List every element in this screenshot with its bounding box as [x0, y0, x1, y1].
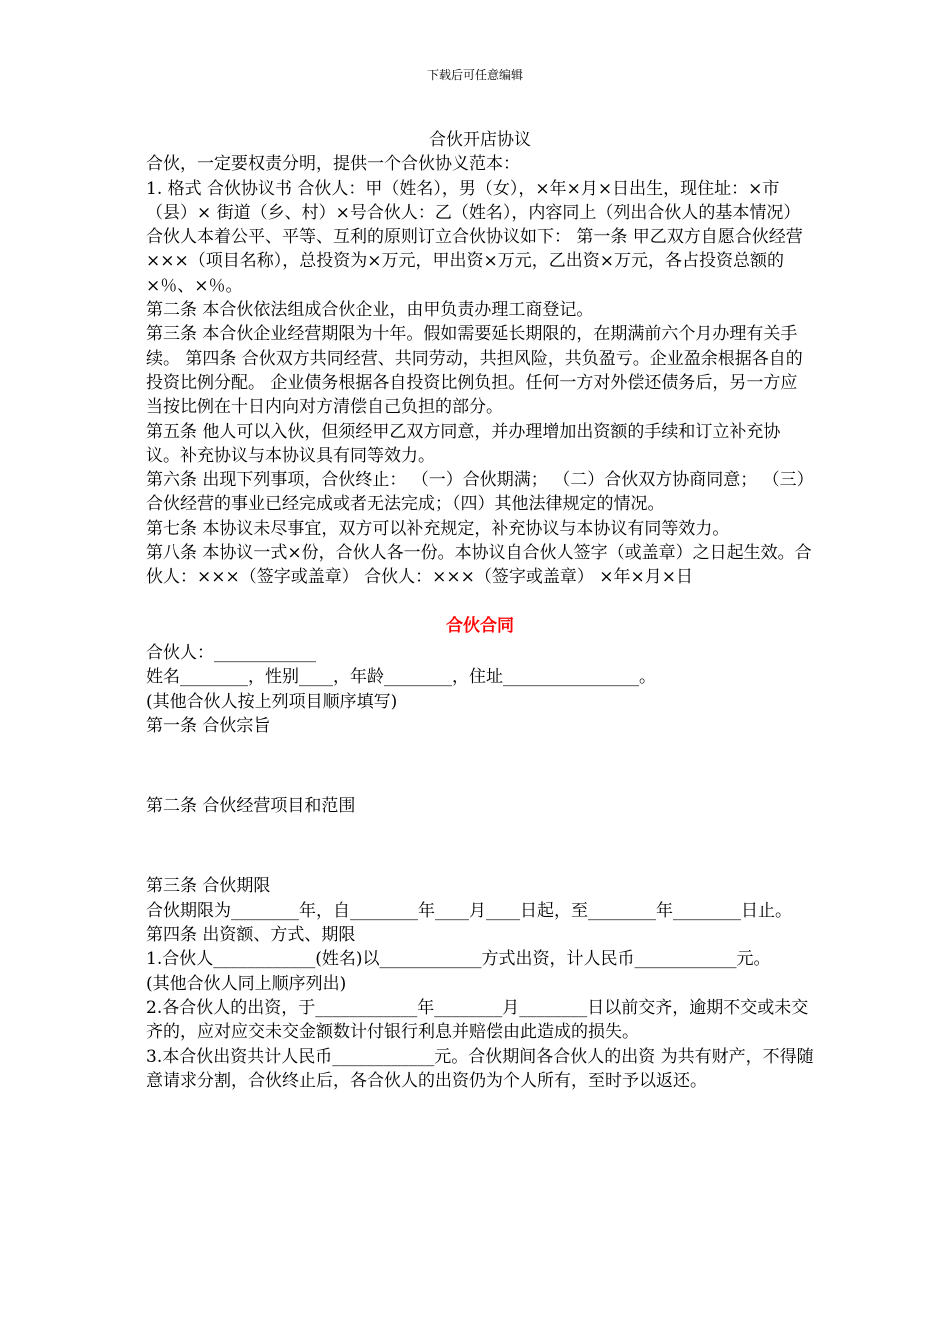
- agreement-article-6: 第六条 出现下列事项，合伙终止： （一）合伙期满； （二）合伙双方协商同意； （三）合伙经营的事业已经完成或者无法完成；（四）其他法律规定的情况。: [146, 470, 814, 515]
- contract-item-3: 3.本合伙出资共计人民币____________元。合伙期间各合伙人的出资 为共有财产，不得随意请求分割，合伙终止后，各合伙人的出资仍为个人所有，至时予以返还。: [146, 1046, 814, 1091]
- contract-article-4: 第四条 出资额、方式、期限: [146, 925, 356, 946]
- contract-item-1: 1.合伙人____________(姓名)以____________方式出资，计人民币____________元。: [146, 949, 771, 970]
- contract-article-2: 第二条 合伙经营项目和范围: [146, 796, 356, 817]
- agreement-article-2: 第二条 本合伙依法组成合伙企业，由甲负责办理工商登记。: [146, 300, 594, 321]
- contract-title: 合伙合同: [446, 615, 514, 636]
- agreement-article-7: 第七条 本协议未尽事宜，双方可以补充规定，补充协议与本协议有同等效力。: [146, 518, 730, 539]
- agreement-title: 合伙开店协议: [429, 130, 531, 150]
- contract-term-line: 合伙期限为________年，自________年____月____日起，至________年________日止。: [146, 900, 792, 921]
- document-body: [146, 128, 814, 1093]
- contract-item-2: 2.各合伙人的出资，于____________年________月________日以前交齐，逾期不交或未交齐的，应对应交未交金额数计付银行利息并赔偿由此造成的损失。: [146, 997, 809, 1043]
- agreement-format-article-1: 1. 格式 合伙协议书 合伙人：甲（姓名），男（女），×年×月×日出生，现住址：×市（县）× 街道（乡、村）×号合伙人：乙（姓名），内容同上（列出合伙人的基本情况） 合伙人本着公平、平等、互利的原则订立合伙协议如下： 第一条 甲乙双方自愿合伙经营×××（项目名称），总投资为×万元，甲出资×万元，乙出资×万元，各占投资总额的×％、×％。: [146, 178, 806, 296]
- blank-space: [146, 818, 814, 874]
- contract-info-line: 姓名________，性别____，年龄________，住址________________。: [146, 667, 656, 688]
- contract-other-partners-note: (其他合伙人按上列项目顺序填写): [146, 691, 398, 712]
- agreement-article-8: 第八条 本协议一式×份，合伙人各一份。本协议自合伙人签字（或盖章）之日起生效。合伙人：×××（签字或盖章） 合伙人：×××（签字或盖章） ×年×月×日: [146, 543, 812, 588]
- contract-article-3: 第三条 合伙期限: [146, 876, 271, 897]
- agreement-intro: 合伙，一定要权责分明，提供一个合伙协义范本：: [146, 154, 520, 175]
- contract-item-1-note: (其他合伙人同上顺序列出): [146, 973, 347, 994]
- agreement-article-3-4: 第三条 本合伙企业经营期限为十年。假如需要延长期限的，在期满前六个月办理有关手续。 第四条 合伙双方共同经营、共同劳动，共担风险，共负盈亏。企业盈余根据各自的投资比例分配。 企业债务根据各自投资比例负担。任何一方对外偿还债务后，另一方应当按比例在十日内向对方清偿自己负担的部分。: [146, 324, 803, 418]
- contract-article-1: 第一条 合伙宗旨: [146, 715, 271, 736]
- agreement-article-5: 第五条 他人可以入伙，但须经甲乙双方同意，并办理增加出资额的手续和订立补充协议。补充协议与本协议具有同等效力。: [146, 421, 781, 466]
- page-header-note: 下载后可任意编辑: [426, 68, 523, 82]
- blank-space: [146, 738, 814, 794]
- contract-partner-line: 合伙人：____________: [146, 642, 316, 663]
